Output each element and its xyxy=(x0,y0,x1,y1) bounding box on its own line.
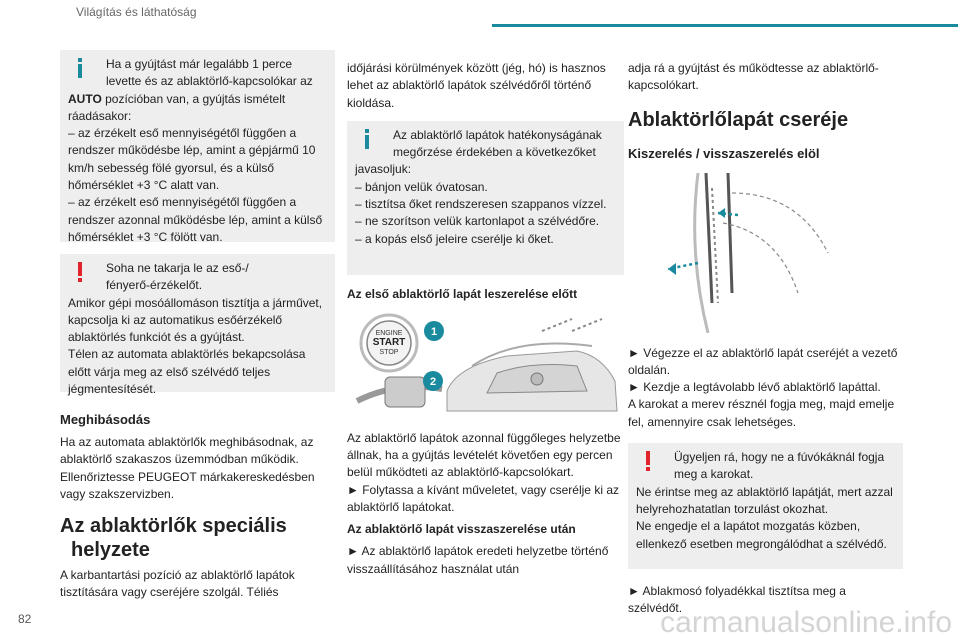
column-2 xyxy=(347,50,624,578)
replace-title: Ablaktörlőlapát cseréje xyxy=(628,108,849,131)
warning-box: Soha ne takarja le az eső-/ fényerő-érzékelőt. Amikor gépi mosóállomáson tisztítja a járművet, kapcsolja ki az automatikus esőérzékelő ablaktörlés funkciót és a gyújtást. Télen az automata ablaktörlés bekapcsolása előtt várja meg az első szélvédő teljes jégmentesítését. xyxy=(60,254,335,392)
svg-text:1: 1 xyxy=(430,325,438,338)
engine-label: ENGINE xyxy=(375,329,403,337)
special-position-text: A karbantartási pozíció az ablaktörlő lapátok tisztítására vagy cseréjére szolgál. Téliés xyxy=(60,568,295,600)
illustration-wiper-lift xyxy=(628,173,903,333)
stop-label: STOP xyxy=(379,348,399,356)
info-icon xyxy=(365,129,369,149)
front-removal-title: Kiszerelés / visszaszerelés elöl xyxy=(628,145,820,161)
start-label: START xyxy=(372,336,406,348)
after-refit-title: Az ablaktörlő lapát visszaszerelése után xyxy=(347,522,576,537)
svg-text:2: 2 xyxy=(429,375,437,388)
watermark: carmanualsonline.info xyxy=(660,606,952,639)
info-box: Az ablaktörlő lapátok hatékonyságának megőrzése érdekében a következőket javasoljuk: – bánjon velük óvatosan. – tisztítsa őket rendszeresen szappanos vízzel. – ne szorítson velük kartonlapot a szélvédőre. – a kopás első jeleire cserélje ki őket. xyxy=(347,121,624,275)
farthest-wiper-text: ► Kezdje a legtávolabb lévő ablaktörlő lapáttal. xyxy=(628,380,881,395)
info-icon xyxy=(78,58,82,78)
illustration-car-start xyxy=(347,311,624,423)
column-3 xyxy=(628,50,903,618)
page-number: 82 xyxy=(18,612,32,626)
special-position-title: Az ablaktörlők speciális helyzete xyxy=(60,515,287,562)
intro-text: adja rá a gyújtást és működtesse az ablaktörlő-kapcsolókart. xyxy=(628,61,879,93)
vertical-position-text: Az ablaktörlő lapátok azonnal függőleges helyzetbe állnak, ha a gyújtás levételét követően egy percen belül működteti az ablaktörlő-kapcsolókart. xyxy=(347,430,621,480)
arrow-icon xyxy=(718,208,725,218)
arrow-icon xyxy=(668,263,676,275)
wiper-lift-illustration xyxy=(628,173,903,333)
warning-icon xyxy=(646,451,650,471)
fault-text: Ha az automata ablaktörlők meghibásodnak, az ablaktörlő szakaszos üzemmódban működik. Ellenőriztesse PEUGEOT márkakereskedésben vagy szakszervizben. xyxy=(60,435,315,501)
column-1 xyxy=(60,50,335,602)
info-box: Ha a gyújtást már legalább 1 perce levette és az ablaktörlő-kapcsolókar az AUTO pozícióban van, a gyújtás ismételt ráadásakor: – az érzékelt eső mennyiségétől függően a rendszer működésbe lép, amint a gépjármű 10 km/h sebesség fölé gyorsul, és a külső hőmérséklet +3 °C alatt van. – az érzékelt eső mennyiségétől függően a rendszer azonnal működésbe lép, amint a külső hőmérséklet +3 °C fölött van. xyxy=(60,50,335,242)
before-removal-title: Az első ablaktörlő lapát leszerelése előtt xyxy=(347,286,578,301)
section-header: Világítás és láthatóság xyxy=(76,5,197,19)
continue-text: ► Folytassa a kívánt műveletet, vagy cserélje ki az ablaktörlő lapátokat. xyxy=(347,482,619,515)
intro-text: időjárási körülmények között (jég, hó) is hasznos lehet az ablaktörlő lapátok szélvédőről történő kioldása. xyxy=(347,61,606,110)
restore-text: ► Az ablaktörlő lapátok eredeti helyzetbe történő visszaállításához használat után xyxy=(347,544,609,576)
car-start-illustration xyxy=(347,311,624,423)
driver-side-text: ► Végezze el az ablaktörlő lapát cseréjét a vezető oldalán. xyxy=(628,345,898,377)
header-accent-bar xyxy=(492,24,958,27)
lift-arms-text: A karokat a merev résznél fogja meg, majd emelje fel, amennyire csak lehetséges. xyxy=(628,397,895,429)
warning-icon xyxy=(78,262,82,282)
clean-windscreen-text: ► Ablakmosó folyadékkal tisztítsa meg a szélvédőt. xyxy=(628,584,846,616)
warning-box: Ügyeljen rá, hogy ne a fúvókáknál fogja meg a karokat. Ne érintse meg az ablaktörlő lapátját, mert azzal helyrehozhatatlan torzulást okozhat. Ne engedje el a lapátot mozgatás közben, ellenkező esetben megrongálódhat a szélvédő. xyxy=(628,443,903,569)
fault-title: Meghibásodás xyxy=(60,412,151,427)
